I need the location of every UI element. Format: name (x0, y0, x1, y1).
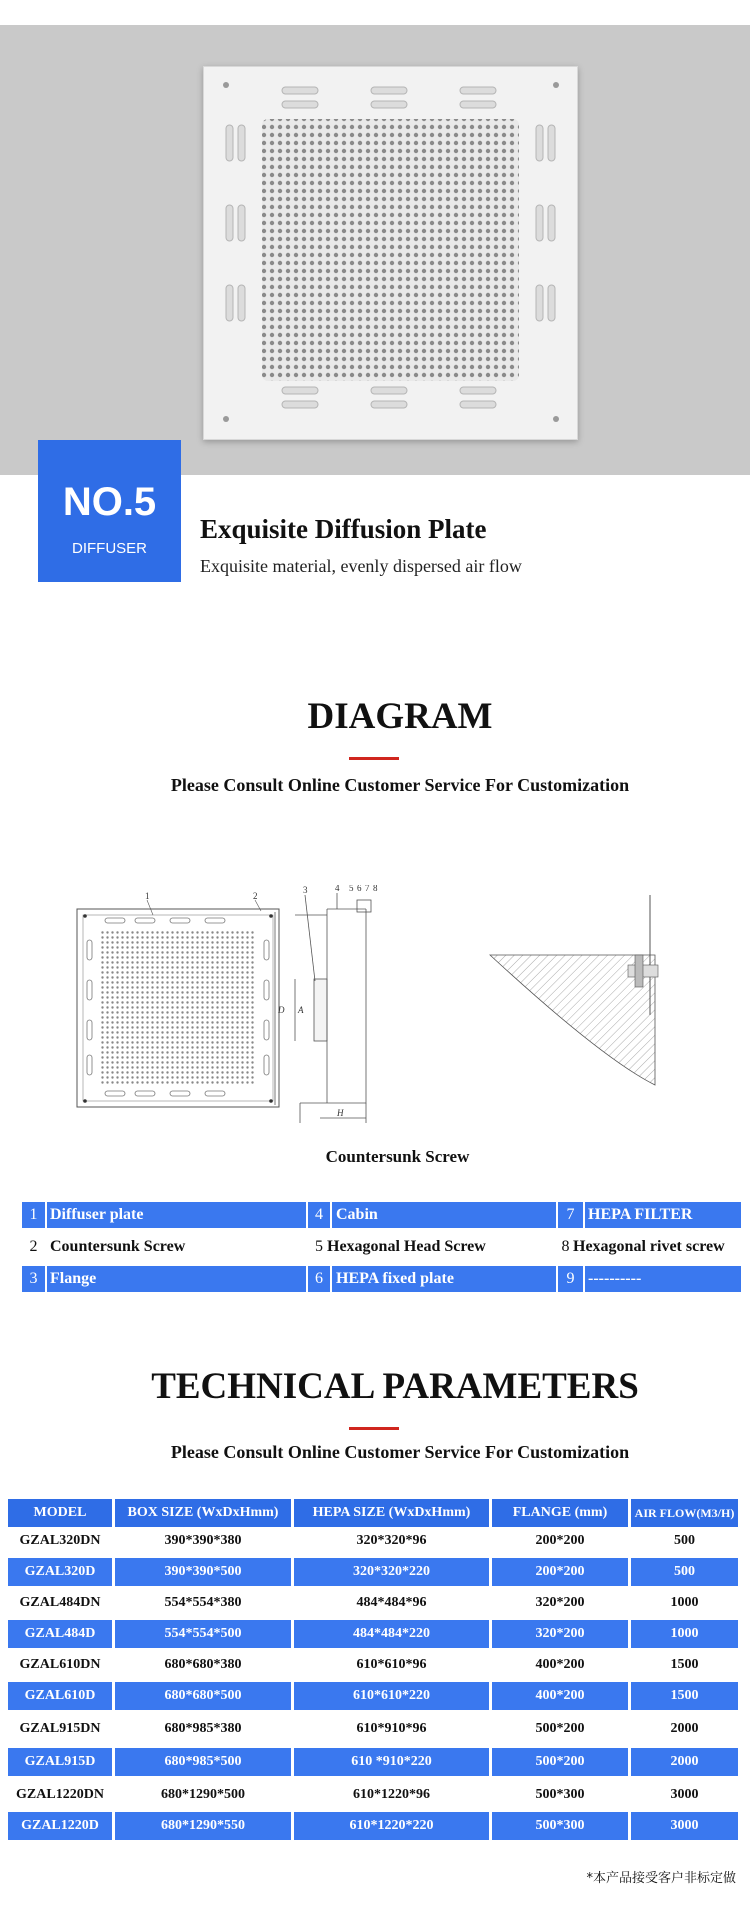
cell-flange: 500*300 (492, 1812, 628, 1840)
technical-title: TECHNICAL PARAMETERS (151, 1366, 639, 1407)
part-label: Hexagonal rivet screw (573, 1238, 725, 1255)
cell-flange: 500*200 (535, 1721, 585, 1736)
header-air-flow: AIR FLOW(M3/H) (631, 1499, 738, 1527)
cell-hepa-size: 320*320*96 (356, 1533, 427, 1548)
cell-model: GZAL610D (8, 1682, 112, 1710)
diagram-title-underline (349, 757, 399, 760)
cell-model: GZAL610DN (19, 1657, 101, 1672)
callout-front-2: 2 (253, 891, 258, 901)
diffuser-plate-photo (203, 66, 578, 440)
cell-air-flow: 1000 (631, 1620, 738, 1648)
product-number-badge (38, 440, 181, 582)
cell-model: GZAL915DN (19, 1721, 101, 1736)
cell-flange: 320*200 (492, 1620, 628, 1648)
header-flange: FLANGE (mm) (492, 1499, 628, 1527)
part-number: 5 (315, 1238, 323, 1255)
cell-hepa-size: 610*1220*96 (353, 1787, 430, 1802)
technical-title-underline (349, 1427, 399, 1430)
cell-box-size: 680*1290*500 (161, 1787, 245, 1802)
cell-hepa-size: 610 *910*220 (294, 1748, 489, 1776)
cell-box-size: 680*1290*550 (115, 1812, 291, 1840)
cell-flange: 400*200 (492, 1682, 628, 1710)
cell-hepa-size: 610*910*96 (356, 1721, 427, 1736)
callout-front-1: 1 (145, 891, 150, 901)
cell-model: GZAL1220D (8, 1812, 112, 1840)
side-view-drawing (275, 893, 371, 1123)
header-box-size: BOX SIZE (WxDxHmm) (115, 1499, 291, 1527)
cell-hepa-size: 484*484*96 (356, 1595, 427, 1610)
dim-label-h: H (337, 1108, 344, 1118)
cell-air-flow: 1000 (670, 1595, 699, 1610)
cell-flange: 500*200 (492, 1748, 628, 1776)
cell-box-size: 680*985*380 (164, 1721, 242, 1736)
part-number: 6 (308, 1266, 330, 1292)
cell-air-flow: 2000 (631, 1748, 738, 1776)
cell-hepa-size: 484*484*220 (294, 1620, 489, 1648)
table-row (8, 1558, 738, 1586)
parts-row (22, 1266, 738, 1292)
part-number: 4 (308, 1202, 330, 1228)
cell-flange: 200*200 (535, 1533, 585, 1548)
diagram-caption: Countersunk Screw (325, 1147, 470, 1166)
table-row (8, 1527, 738, 1555)
cell-air-flow: 3000 (670, 1787, 699, 1802)
cell-air-flow: 1500 (670, 1657, 699, 1672)
part-number: 8 (561, 1238, 570, 1255)
cell-model: GZAL320DN (19, 1533, 101, 1548)
callout-side-7: 7 (365, 885, 370, 893)
cell-box-size: 390*390*500 (115, 1558, 291, 1586)
table-row (8, 1682, 738, 1710)
cell-model: GZAL484DN (19, 1595, 101, 1610)
diffuser-plate-drawing (204, 67, 577, 439)
table-row (8, 1589, 738, 1617)
cell-box-size: 680*985*500 (115, 1748, 291, 1776)
cell-air-flow: 2000 (670, 1721, 699, 1736)
table-row (8, 1781, 738, 1809)
callout-side-5: 5 (349, 885, 354, 893)
dim-label-a: A (298, 1005, 304, 1015)
technical-diagram (75, 885, 665, 1130)
technical-note: Please Consult Online Customer Service For Customization (170, 1442, 630, 1462)
table-row (8, 1715, 738, 1743)
part-label: Cabin (332, 1202, 556, 1228)
cell-flange: 320*200 (535, 1595, 585, 1610)
cell-air-flow: 500 (631, 1558, 738, 1586)
cell-model: GZAL915D (8, 1748, 112, 1776)
cell-model: GZAL1220DN (16, 1787, 104, 1802)
badge-number: NO.5 (62, 480, 157, 524)
cell-flange: 400*200 (535, 1657, 585, 1672)
callout-side-6: 6 (357, 885, 362, 893)
callout-side-3: 3 (303, 885, 308, 895)
part-number: 2 (29, 1238, 38, 1255)
cell-air-flow: 500 (674, 1533, 695, 1548)
front-view-drawing (77, 900, 279, 1107)
cell-hepa-size: 610*610*96 (356, 1657, 427, 1672)
cell-hepa-size: 610*1220*220 (294, 1812, 489, 1840)
table-row (8, 1812, 738, 1840)
cell-box-size: 680*680*500 (115, 1682, 291, 1710)
cell-box-size: 554*554*500 (115, 1620, 291, 1648)
badge-label: DIFFUSER (72, 540, 147, 557)
part-label: Flange (47, 1266, 306, 1292)
cell-flange: 500*300 (535, 1787, 585, 1802)
part-number: 3 (22, 1266, 45, 1292)
parts-row (22, 1234, 738, 1260)
part-label: Hexagonal Head Screw (327, 1238, 486, 1255)
cell-model: GZAL320D (8, 1558, 112, 1586)
diagram-title: DIAGRAM (307, 696, 493, 737)
callout-side-8: 8 (373, 885, 378, 893)
part-number: 7 (558, 1202, 583, 1228)
part-label: ---------- (585, 1266, 741, 1292)
part-label: Diffuser plate (47, 1202, 306, 1228)
table-row (8, 1620, 738, 1648)
cell-hepa-size: 610*610*220 (294, 1682, 489, 1710)
callout-side-4: 4 (335, 885, 340, 893)
parts-row (22, 1202, 738, 1228)
dim-label-d: D (278, 1005, 285, 1015)
part-number: 1 (22, 1202, 45, 1228)
cell-air-flow: 1500 (631, 1682, 738, 1710)
cell-air-flow: 3000 (631, 1812, 738, 1840)
part-label: HEPA fixed plate (332, 1266, 556, 1292)
part-label: HEPA FILTER (585, 1202, 741, 1228)
header-hepa-size: HEPA SIZE (WxDxHmm) (294, 1499, 489, 1527)
cell-box-size: 680*680*380 (164, 1657, 242, 1672)
technical-table-header (8, 1499, 738, 1527)
cell-model: GZAL484D (8, 1620, 112, 1648)
header-model: MODEL (8, 1499, 112, 1527)
cell-flange: 200*200 (492, 1558, 628, 1586)
cell-box-size: 390*390*380 (164, 1533, 242, 1548)
detail-view-drawing (490, 895, 658, 1085)
part-number: 9 (558, 1266, 583, 1292)
part-label: Countersunk Screw (50, 1238, 186, 1255)
footnote: *本产品接受客户非标定做 (586, 1871, 736, 1886)
cell-box-size: 554*554*380 (164, 1595, 242, 1610)
cell-hepa-size: 320*320*220 (294, 1558, 489, 1586)
diagram-note: Please Consult Online Customer Service For Customization (170, 775, 630, 795)
table-row (8, 1748, 738, 1776)
feature-description: Exquisite material, evenly dispersed air flow (200, 556, 522, 576)
feature-title: Exquisite Diffusion Plate (200, 514, 487, 544)
table-row (8, 1651, 738, 1679)
